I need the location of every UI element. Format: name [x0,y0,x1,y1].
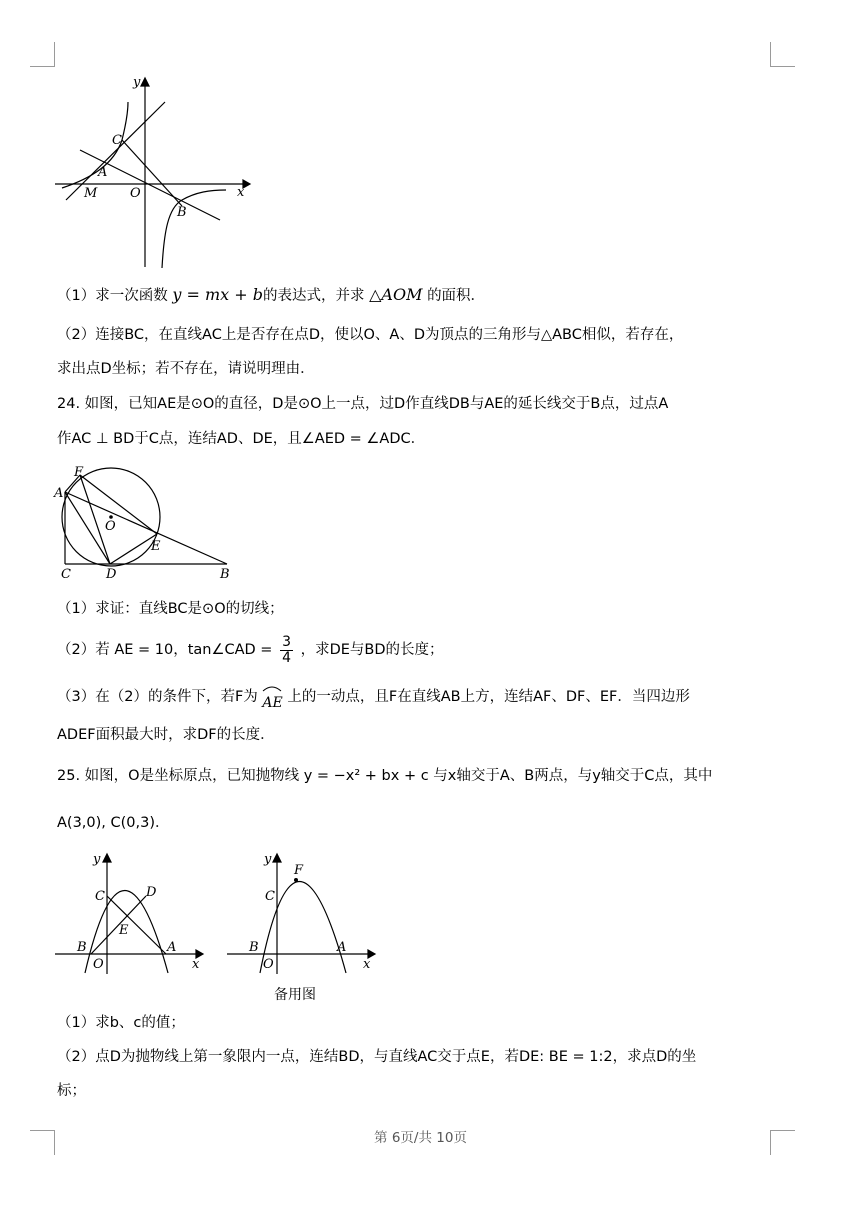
q25-fig1-label-c: C [95,889,105,904]
q23-part1 [57,284,485,307]
q25-line1: 25. 如图，O是坐标原点，已知抛物线 y = −x² + bx + c 与x轴交于A、B两点，与y轴交于C点，其中 [57,768,713,784]
q24-figure [50,462,240,587]
q25-line2: A(3,0), C(0,3)． [57,815,170,831]
q24-part3-suffix: 上的一动点，且F在直线AB上方，连结AF、DF、EF．当四边形 [287,689,690,705]
q23-label-y: y [133,75,141,90]
q24-arc-ae [262,686,283,711]
q24-fraction-numerator: 3 [282,633,291,650]
q24-part2 [57,632,444,668]
q24-fraction [280,635,293,666]
q25-fig1-label-e: E [119,923,129,938]
q23-figure [50,72,255,272]
q24-part3-line2: ADEF面积最大时，求DF的长度． [57,727,275,743]
q24-fraction-denominator: 4 [282,649,291,666]
q24-label-e: E [151,539,161,554]
q25-fig1-label-d: D [146,885,157,900]
q24-segment-ad [65,492,110,564]
q25-fig1-y-arrow [103,854,111,862]
q25-fig2-point-f [294,878,298,882]
q23-part2-line1: （2）连接BC，在直线AC上是否存在点D，使以O、A、D为顶点的三角形与△ABC相似，若存在， [57,327,684,343]
q23-part1-mid: 的表达式，并求 [262,288,365,304]
q24-part2-suffix: ，求DE与BD的长度； [300,642,444,658]
q24-segment-fe [80,475,157,534]
q25-fig2-label-f: F [294,863,304,878]
q25-figure-spare [222,848,382,978]
corner-mark-top-right [770,42,795,67]
q24-line1: 24. 如图，已知AE是⊙O的直径，D是⊙O上一点，过D作直线DB与AE的延长线交于B点，过点A [57,396,669,412]
page-number-footer: 第 6页/共 10页 [374,1130,467,1146]
q24-label-b: B [220,567,230,582]
q23-label-o: O [130,186,141,201]
q25-fig2-label-a: A [337,940,347,955]
q25-fig1-label-x: x [192,957,200,972]
q23-label-b: B [177,205,187,220]
q25-part1: （1）求b、c的值； [57,1015,185,1031]
q25-fig2-label-o: O [263,957,274,972]
q23-label-m: M [84,186,98,201]
q24-segment-de [110,534,157,564]
q23-line-ab [80,150,220,220]
q25-fig2-label-b: B [249,940,259,955]
q24-part2-prefix: （2）若 AE = 10，tan∠CAD = [57,642,273,658]
q24-part1: （1）求证：直线BC是⊙O的切线； [57,601,284,617]
q23-hyperbola-right [162,190,226,268]
q25-figure-main [50,848,210,978]
q24-label-a: A [54,486,64,501]
q23-part1-prefix: （1）求一次函数 [57,288,168,304]
q25-part2-line2: 标； [57,1083,86,1099]
q24-part3-prefix: （3）在（2）的条件下，若F为 [57,689,258,705]
q25-part2-line1: （2）点D为抛物线上第一象限内一点，连结BD，与直线AC交于点E，若DE: BE = 1:2，求点D的坐 [57,1049,697,1065]
q24-label-o: O [105,519,116,534]
q24-label-c: C [61,567,71,582]
arc-mark-icon [261,684,283,692]
q25-fig2-label-x: x [363,957,371,972]
q23-part1-suffix: 的面积． [427,288,486,304]
q23-part1-formula: y = mx + b [172,285,263,304]
q23-part1-triangle: △AOM [369,285,423,304]
q23-y-arrow [141,78,149,86]
q25-fig1-label-y: y [93,852,101,867]
q25-fig1-label-o: O [93,957,104,972]
q23-label-a: A [98,165,108,180]
q24-arc-label: AE [262,695,283,711]
q24-line2: 作AC ⊥ BD于C点，连结AD、DE，且∠AED = ∠ADC． [57,431,426,447]
q23-part2-line2: 求出点D坐标；若不存在，请说明理由． [57,361,315,377]
q25-fig1-label-b: B [77,940,87,955]
corner-mark-top-left [30,42,55,67]
q23-label-x: x [237,185,245,200]
q25-fig1-line-ca [107,896,166,954]
q24-label-f: F [74,465,84,480]
q25-fig2-label-y: y [264,852,272,867]
q25-fig2-label-c: C [265,889,275,904]
q23-label-c: C [112,133,122,148]
q24-label-d: D [106,567,117,582]
q25-fig1-label-a: A [167,940,177,955]
q25-fig2-y-arrow [273,854,281,862]
q24-part3-line1 [57,686,690,711]
q25-fig2-caption: 备用图 [274,987,316,1003]
